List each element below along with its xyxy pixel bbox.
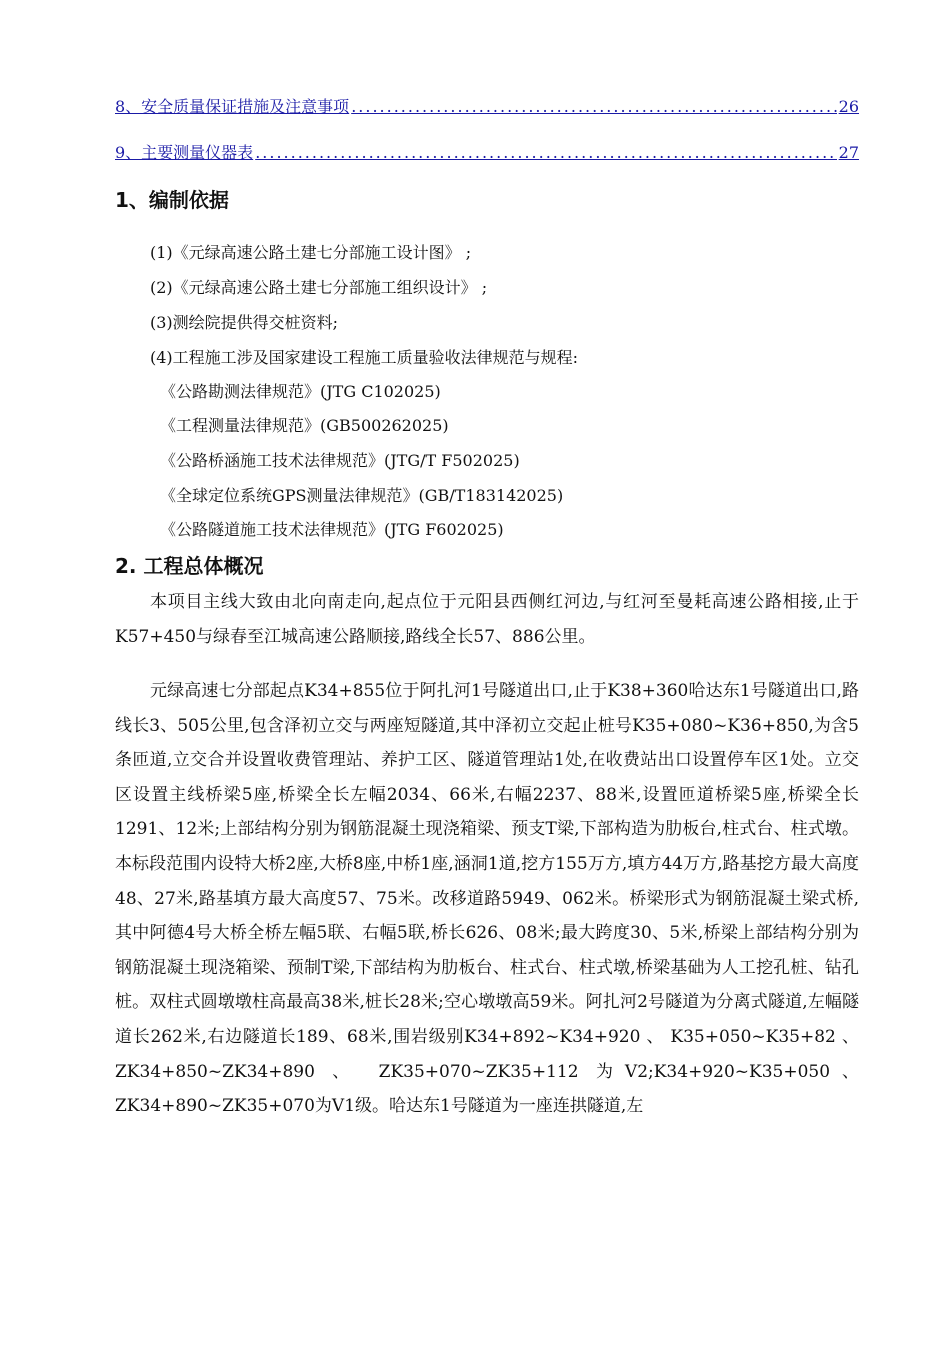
toc-entry-8[interactable] bbox=[115, 93, 859, 117]
overview-paragraph-2: 元绿高速七分部起点K34+855位于阿扎河1号隧道出口,止于K38+360哈达东1号隧道出口,路线长3、505公里,包含泽初立交与两座短隧道,其中泽初立交起止桩号K35+080~K36+850,为含5条匝道,立交合并设置收费管理站、养护工区、隧道管理站1处,在收费站出口设置停车区1处。立交区设置主线桥梁5座,桥梁全长左幅2034、66米,右幅2237、88米,设置匝道桥梁5座,桥梁全长1291、12米;上部结构分别为钢筋混凝土现浇箱梁、预支T梁,下部构造为肋板台,柱式台、柱式墩。本标段范围内设特大桥2座,大桥8座,中桥1座,涵洞1道,挖方155万方,填方44万方,路基挖方最大高度48、27米,路基填方最大高度57、75米。改移道路5949、062米。桥梁形式为钢筋混凝土梁式桥,其中阿德4号大桥全桥左幅5联、右幅5联,桥长626、08米;最大跨度30、5米,桥梁上部结构分别为钢筋混凝土现浇箱梁、预制T梁,下部结构为肋板台、柱式台、柱式墩,桥梁基础为人工挖孔桩、钻孔桩。双柱式圆墩墩柱高最高38米,桩长28米;空心墩墩高59米。阿扎河2号隧道为分离式隧道,左幅隧道长262米,右边隧道长189、68米,围岩级别K34+892~K34+920 、 K35+050~K35+82 、 ZK34+850~ZK34+890 、 ZK35+070~ZK35+112 为V2;K34+920~K35+050、ZK34+890~ZK35+070为V1级。哈达东1号隧道为一座连拱隧道,左 bbox=[115, 681, 859, 1117]
toc-leader-dots bbox=[255, 143, 836, 163]
standard-item: 《公路勘测法律规范》(JTG C102025) bbox=[160, 382, 441, 401]
toc-entry-label: 8、安全质量保证措施及注意事项 bbox=[115, 97, 350, 116]
standard-item: 《全球定位系统GPS测量法律规范》(GB/T183142025) bbox=[160, 486, 564, 505]
standard-item: 《工程测量法律规范》(GB500262025) bbox=[160, 416, 449, 435]
basis-item: (4)工程施工涉及国家建设工程施工质量验收法律规范与规程: bbox=[150, 348, 579, 367]
toc-entry-9[interactable] bbox=[115, 139, 859, 163]
basis-item: (1)《元绿高速公路土建七分部施工设计图》 ; bbox=[150, 243, 472, 262]
toc-entry-label: 9、主要测量仪器表 bbox=[115, 143, 254, 162]
toc-entry-page: 27 bbox=[838, 143, 859, 162]
standard-item: 《公路桥涵施工技术法律规范》(JTG/T F502025) bbox=[160, 451, 520, 470]
overview-paragraph-1: 本项目主线大致由北向南走向,起点位于元阳县西侧红河边,与红河至曼耗高速公路相接,止于K57+450与绿春至江城高速公路顺接,路线全长57、886公里。 bbox=[115, 592, 859, 647]
toc-entry-page: 26 bbox=[838, 97, 859, 116]
standard-item: 《公路隧道施工技术法律规范》(JTG F602025) bbox=[160, 520, 504, 539]
section-heading-basis: 1、编制依据 bbox=[115, 188, 229, 212]
toc-leader-dots bbox=[351, 97, 836, 117]
basis-item: (3)测绘院提供得交桩资料; bbox=[150, 313, 339, 332]
section-heading-overview: 2. 工程总体概况 bbox=[115, 554, 264, 578]
basis-item: (2)《元绿高速公路土建七分部施工组织设计》 ; bbox=[150, 278, 488, 297]
